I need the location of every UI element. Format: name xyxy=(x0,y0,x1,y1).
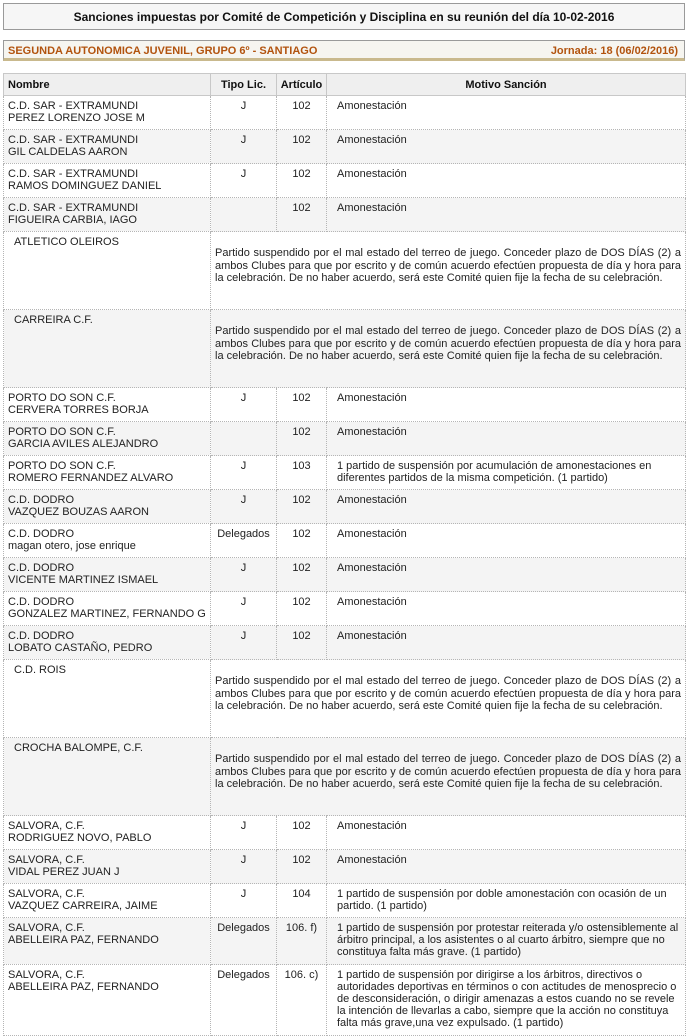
license-type: J xyxy=(211,130,277,164)
name-cell xyxy=(4,965,211,1036)
name-cell xyxy=(4,524,211,558)
sanction-reason: Partido suspendido por el mal estado del terreo de juego. Conceder plazo de DOS DÍAS (2) a ambos Clubes para que por escrito y de común acuerdo efectúen propuesta de día y hora para la celebración. De no haber acuerdo, será este Comité quien fije la fecha de su celebración. xyxy=(211,310,686,388)
article: 103 xyxy=(277,456,327,490)
table-row xyxy=(4,850,686,884)
table-row xyxy=(4,388,686,422)
license-type: Delegados xyxy=(211,524,277,558)
sanction-reason: Partido suspendido por el mal estado del terreo de juego. Conceder plazo de DOS DÍAS (2) a ambos Clubes para que por escrito y de común acuerdo efectúen propuesta de día y hora para la celebración. De no haber acuerdo, será este Comité quien fije la fecha de su celebración. xyxy=(211,660,686,738)
player-name: RAMOS DOMINGUEZ DANIEL xyxy=(8,180,162,192)
sanction-reason: Amonestación xyxy=(327,490,686,524)
competition-header xyxy=(3,40,685,61)
club-name: C.D. ROIS xyxy=(4,660,211,738)
name-cell xyxy=(4,918,211,965)
table-row xyxy=(4,456,686,490)
sanction-reason: Partido suspendido por el mal estado del terreo de juego. Conceder plazo de DOS DÍAS (2) a ambos Clubes para que por escrito y de común acuerdo efectúen propuesta de día y hora para la celebración. De no haber acuerdo, será este Comité quien fije la fecha de su celebración. xyxy=(211,232,686,310)
club-name: PORTO DO SON C.F. xyxy=(8,392,116,404)
sanctions-table xyxy=(3,73,686,1036)
col-header-tipo: Tipo Lic. xyxy=(211,74,277,96)
table-row xyxy=(4,130,686,164)
player-name: VICENTE MARTINEZ ISMAEL xyxy=(8,574,159,586)
license-type xyxy=(211,198,277,232)
article: 102 xyxy=(277,164,327,198)
name-cell xyxy=(4,198,211,232)
sanction-reason: Amonestación xyxy=(327,524,686,558)
license-type: J xyxy=(211,456,277,490)
license-type: J xyxy=(211,592,277,626)
club-name: C.D. DODRO xyxy=(8,562,74,574)
license-type: J xyxy=(211,558,277,592)
club-name: CARREIRA C.F. xyxy=(4,310,211,388)
name-cell xyxy=(4,130,211,164)
name-cell xyxy=(4,558,211,592)
license-type: J xyxy=(211,96,277,130)
club-name: PORTO DO SON C.F. xyxy=(8,460,116,472)
article: 102 xyxy=(277,130,327,164)
license-type: Delegados xyxy=(211,965,277,1036)
license-type: J xyxy=(211,850,277,884)
sanction-reason: Amonestación xyxy=(327,96,686,130)
sanction-reason: 1 partido de suspensión por protestar reiterada y/o ostensiblemente al árbitro principal, a los asistentes o al cuarto árbitro, siempre que no constituya falta más grave. (1 partido) xyxy=(327,918,686,965)
player-name: GONZALEZ MARTINEZ, FERNANDO G xyxy=(8,608,206,620)
table-row xyxy=(4,626,686,660)
sanction-reason: Amonestación xyxy=(327,558,686,592)
club-name: C.D. SAR - EXTRAMUNDI xyxy=(8,202,139,214)
table-row xyxy=(4,524,686,558)
name-cell xyxy=(4,164,211,198)
article: 102 xyxy=(277,198,327,232)
club-name: C.D. DODRO xyxy=(8,494,74,506)
player-name: LOBATO CASTAÑO, PEDRO xyxy=(8,642,153,654)
name-cell xyxy=(4,96,211,130)
name-cell xyxy=(4,816,211,850)
sanctions-body xyxy=(4,96,686,1036)
sanction-reason: 1 partido de suspensión por acumulación de amonestaciones en diferentes partidos de la misma competición. (1 partido) xyxy=(327,456,686,490)
name-cell xyxy=(4,850,211,884)
club-name: SALVORA, C.F. xyxy=(8,969,85,981)
license-type: Delegados xyxy=(211,918,277,965)
player-name: magan otero, jose enrique xyxy=(8,540,136,552)
table-row xyxy=(4,310,686,388)
table-row xyxy=(4,738,686,816)
club-name: C.D. SAR - EXTRAMUNDI xyxy=(8,134,139,146)
player-name: VAZQUEZ BOUZAS AARON xyxy=(8,506,149,518)
table-row xyxy=(4,558,686,592)
club-name: C.D. SAR - EXTRAMUNDI xyxy=(8,168,139,180)
club-name: SALVORA, C.F. xyxy=(8,854,85,866)
sanction-reason: Amonestación xyxy=(327,164,686,198)
club-name: PORTO DO SON C.F. xyxy=(8,426,116,438)
license-type xyxy=(211,422,277,456)
article: 102 xyxy=(277,558,327,592)
article: 102 xyxy=(277,490,327,524)
sanction-reason: Amonestación xyxy=(327,130,686,164)
table-row xyxy=(4,164,686,198)
player-name: ROMERO FERNANDEZ ALVARO xyxy=(8,472,174,484)
player-name: PEREZ LORENZO JOSE M xyxy=(8,112,145,124)
sanction-reason: 1 partido de suspensión por dirigirse a los árbitros, directivos o autoridades deportivas en términos o con actitudes de menosprecio o de desconsideración, o dirigir amenazas a estos cuando no se revele la intención de llevarlas a cabo, siempre que la acción no constituya falta más grave,una vez expulsado. (1 partido) xyxy=(327,965,686,1036)
table-row xyxy=(4,918,686,965)
name-cell xyxy=(4,626,211,660)
club-name: C.D. DODRO xyxy=(8,596,74,608)
club-name: C.D. DODRO xyxy=(8,528,74,540)
player-name: VIDAL PEREZ JUAN J xyxy=(8,866,120,878)
license-type: J xyxy=(211,388,277,422)
table-row xyxy=(4,965,686,1036)
sanction-reason: Amonestación xyxy=(327,592,686,626)
article: 102 xyxy=(277,524,327,558)
license-type: J xyxy=(211,884,277,918)
name-cell xyxy=(4,490,211,524)
player-name: VAZQUEZ CARREIRA, JAIME xyxy=(8,900,158,912)
name-cell xyxy=(4,884,211,918)
table-row xyxy=(4,198,686,232)
sanction-reason: Partido suspendido por el mal estado del terreo de juego. Conceder plazo de DOS DÍAS (2) a ambos Clubes para que por escrito y de común acuerdo efectúen propuesta de día y hora para la celebración. De no haber acuerdo, será este Comité quien fije la fecha de su celebración. xyxy=(211,738,686,816)
name-cell xyxy=(4,422,211,456)
sanction-reason: Amonestación xyxy=(327,388,686,422)
club-name: C.D. DODRO xyxy=(8,630,74,642)
player-name: FIGUEIRA CARBIA, IAGO xyxy=(8,214,137,226)
club-name: SALVORA, C.F. xyxy=(8,820,85,832)
player-name: GIL CALDELAS AARON xyxy=(8,146,128,158)
table-row xyxy=(4,490,686,524)
table-row xyxy=(4,884,686,918)
article: 102 xyxy=(277,422,327,456)
sanction-reason: 1 partido de suspensión por doble amonestación con ocasión de un partido. (1 partido) xyxy=(327,884,686,918)
jornada-label: Jornada: 18 (06/02/2016) xyxy=(550,45,678,57)
table-row xyxy=(4,816,686,850)
club-name: C.D. SAR - EXTRAMUNDI xyxy=(8,100,139,112)
club-name: SALVORA, C.F. xyxy=(8,888,85,900)
col-header-nombre: Nombre xyxy=(4,74,211,96)
sanction-reason: Amonestación xyxy=(327,626,686,660)
article: 106. f) xyxy=(277,918,327,965)
license-type: J xyxy=(211,816,277,850)
player-name: GARCIA AVILES ALEJANDRO xyxy=(8,438,159,450)
license-type: J xyxy=(211,490,277,524)
competition-name: SEGUNDA AUTONOMICA JUVENIL, GRUPO 6º - SANTIAGO xyxy=(8,45,318,57)
table-row xyxy=(4,660,686,738)
sanction-reason: Amonestación xyxy=(327,422,686,456)
article: 102 xyxy=(277,816,327,850)
table-row xyxy=(4,232,686,310)
col-header-motivo: Motivo Sanción xyxy=(327,74,686,96)
article: 106. c) xyxy=(277,965,327,1036)
col-header-articulo: Artículo xyxy=(277,74,327,96)
player-name: CERVERA TORRES BORJA xyxy=(8,404,149,416)
license-type: J xyxy=(211,626,277,660)
club-name: SALVORA, C.F. xyxy=(8,922,85,934)
table-row xyxy=(4,592,686,626)
article: 102 xyxy=(277,626,327,660)
sanction-reason: Amonestación xyxy=(327,816,686,850)
article: 102 xyxy=(277,592,327,626)
article: 102 xyxy=(277,388,327,422)
player-name: ABELLEIRA PAZ, FERNANDO xyxy=(8,981,159,993)
sanction-reason: Amonestación xyxy=(327,198,686,232)
club-name: ATLETICO OLEIROS xyxy=(4,232,211,310)
sanction-reason: Amonestación xyxy=(327,850,686,884)
table-row xyxy=(4,96,686,130)
player-name: RODRIGUEZ NOVO, PABLO xyxy=(8,832,152,844)
article: 102 xyxy=(277,850,327,884)
player-name: ABELLEIRA PAZ, FERNANDO xyxy=(8,934,159,946)
name-cell xyxy=(4,592,211,626)
club-name: CROCHA BALOMPE, C.F. xyxy=(4,738,211,816)
name-cell xyxy=(4,388,211,422)
article: 104 xyxy=(277,884,327,918)
article: 102 xyxy=(277,96,327,130)
table-row xyxy=(4,422,686,456)
page-title: Sanciones impuestas por Comité de Competición y Disciplina en su reunión del día 10-02-2016 xyxy=(3,3,685,30)
name-cell xyxy=(4,456,211,490)
license-type: J xyxy=(211,164,277,198)
